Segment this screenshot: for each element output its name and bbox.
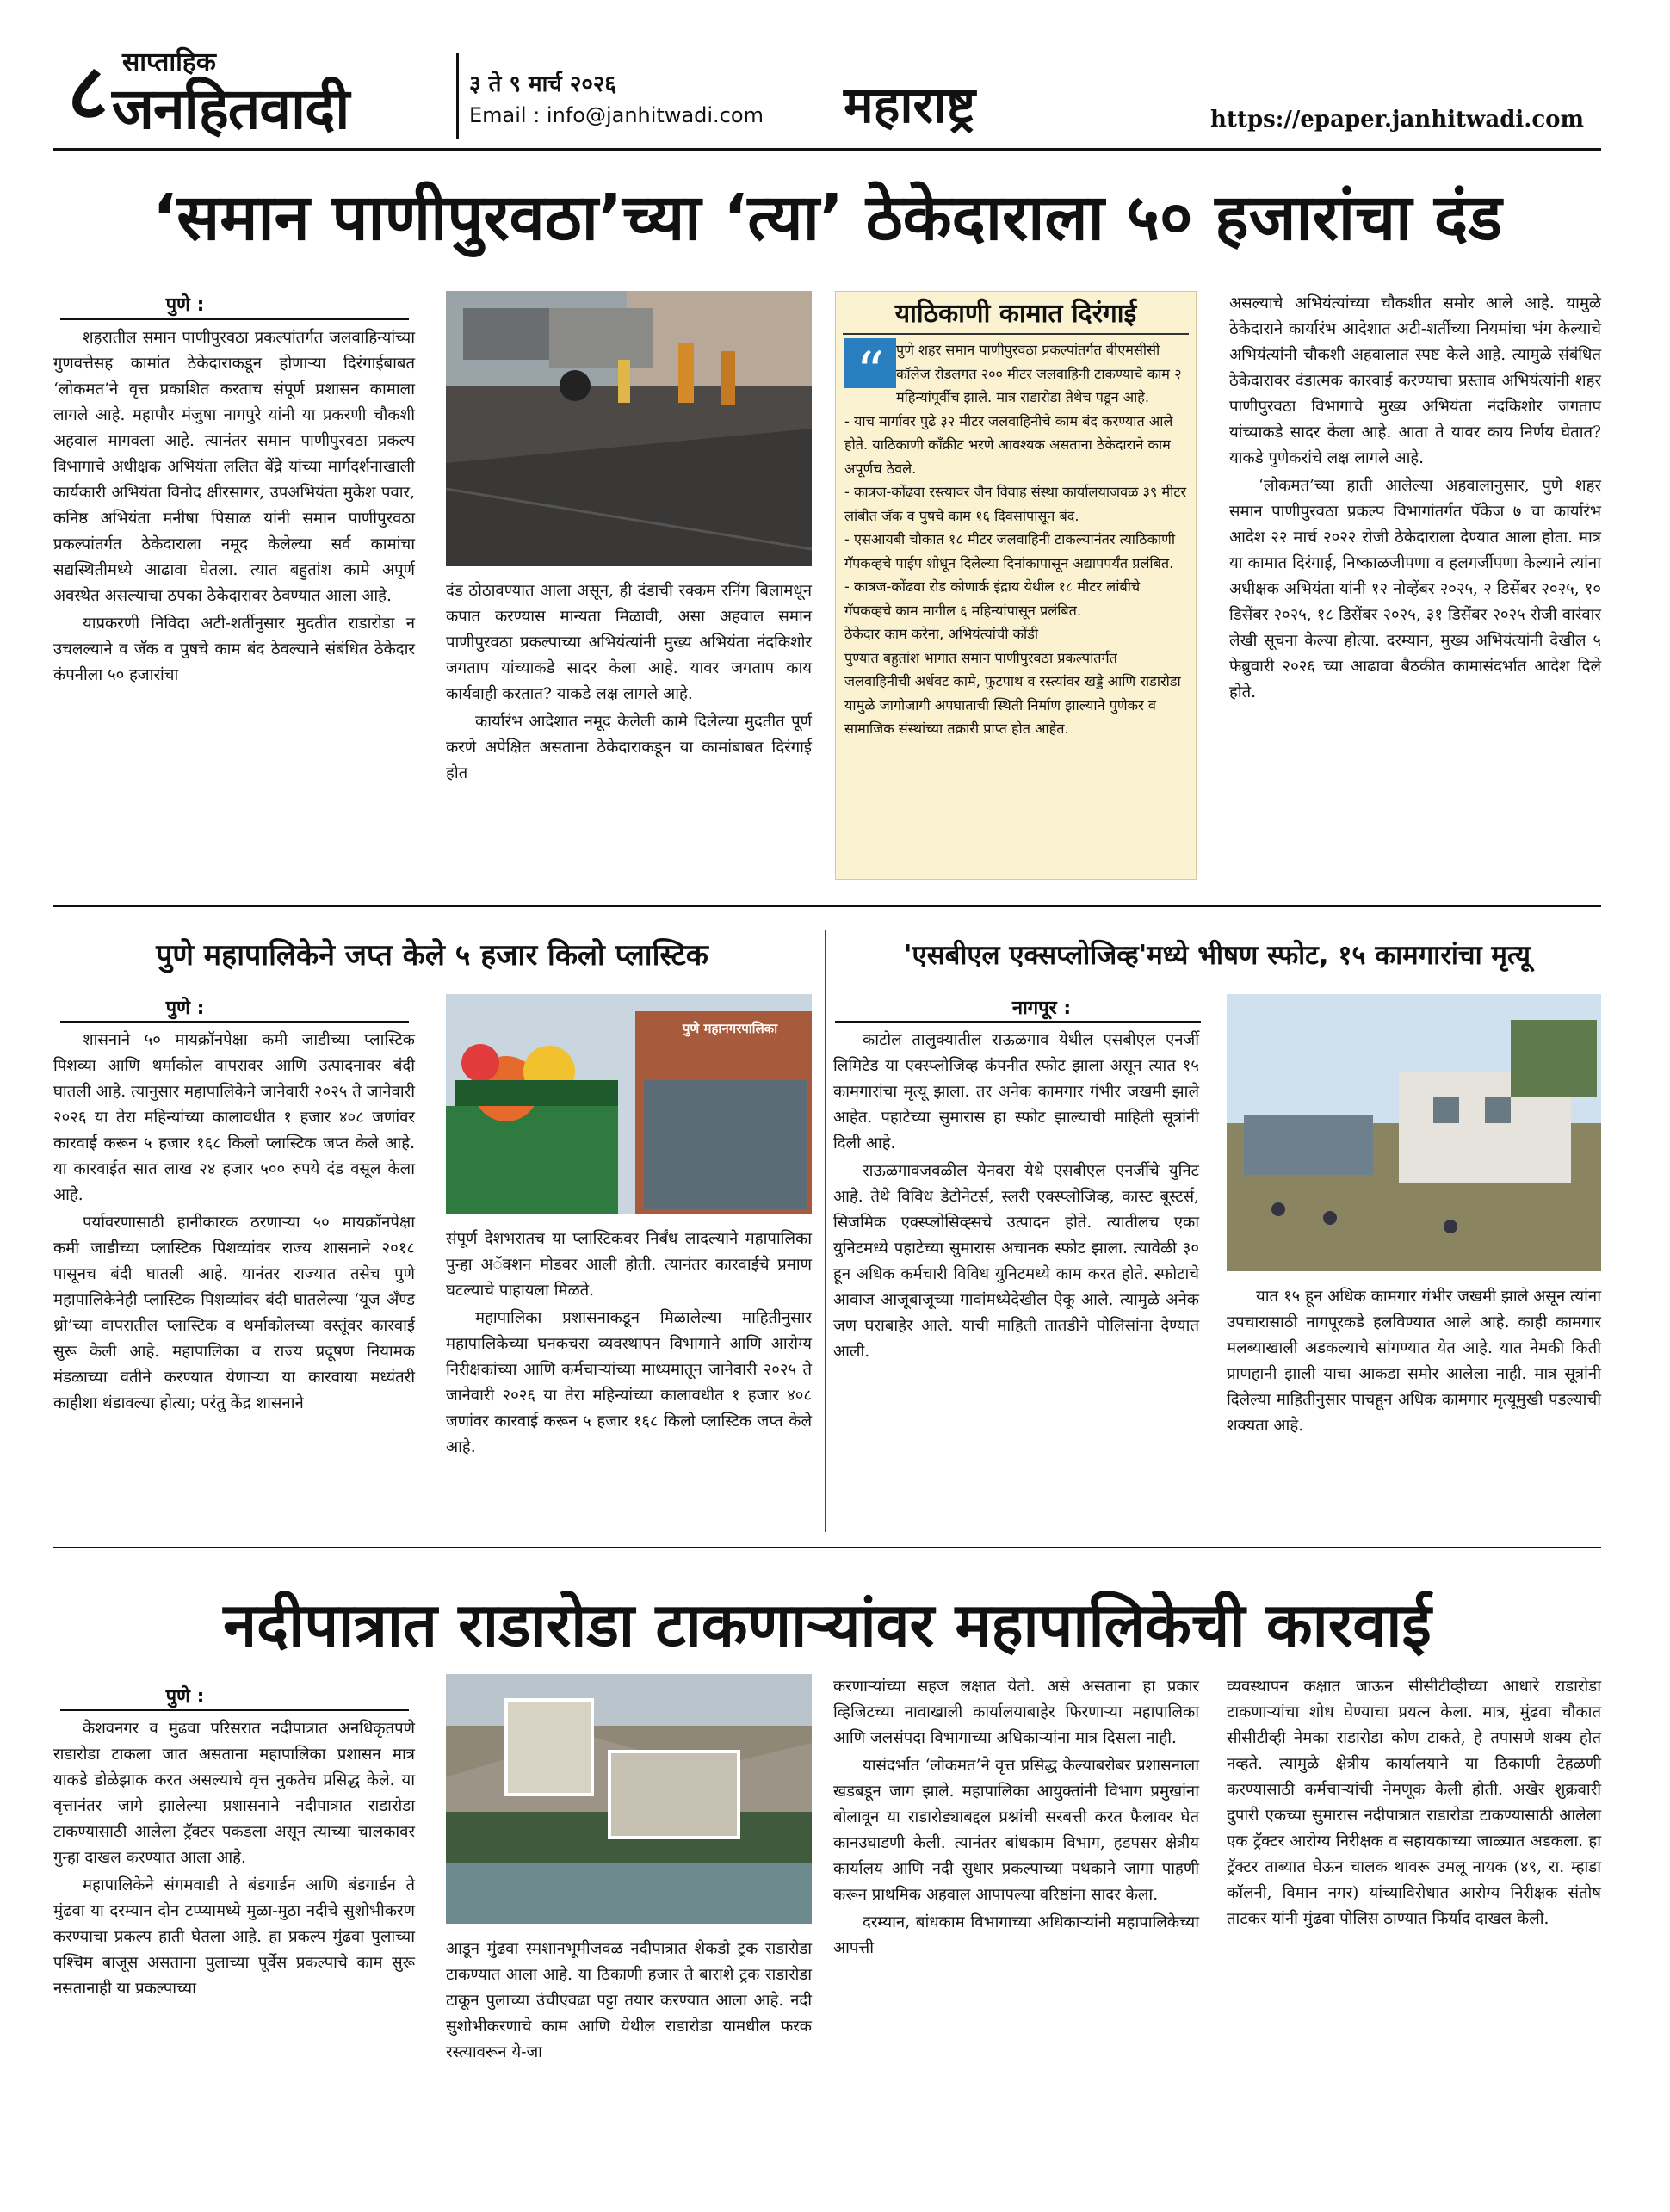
article1-dateline [108,291,263,317]
epaper-url[interactable]: https://epaper.janhitwadi.com [1210,107,1584,133]
page-number: ८ [67,47,108,138]
paragraph: शासनाने ५० मायक्रॉनपेक्षा कमी जाडीच्या प्लास्टिक पिशव्या आणि थर्माकोल वापरावर आणि उत्पादनावर बंदी घातली आहे. त्यानुसार महापालिकेने जानेवारी २०२५ ते जानेवारी २०२६ या तेरा महिन्यांच्या कालावधीत १ हजार ४०८ जणांवर कारवाई करून ५ हजार १६८ किलो प्लास्टिक जप्त केले आहे. या कारवाईत सात लाख २४ हजार ५०० रुपये दंड वसूल केला आहे. [53,1031,415,1204]
article2-dateline [108,994,263,1020]
article2-dateline-text: पुणे : [165,998,205,1019]
riverbed-debris-image [446,1674,812,1924]
paragraph: केशवनगर व मुंढवा परिसरात नदीपात्रात अनधिकृतपणे राडारोडा टाकला जात असताना महापालिका प्रशासन मात्र याकडे डोळेझाक करत असल्याचे वृत्त नुकतेच प्रसिद्ध केले. या वृत्तानंतर जागे झालेल्या प्रशासनाने नदीपात्रात राडारोडा टाकण्यासाठी आलेला ट्रॅक्टर पकडला असून त्याच्या चालकावर गुन्हा दाखल करण्यात आला आहे. [53,1720,415,1867]
article1-headline[interactable]: ‘समान पाणीपुरवठा’च्या ‘त्या’ ठेकेदाराला ५० हजारांचा दंड [152,181,1502,255]
paragraph: राऊळगावजवळील येनवरा येथे एसबीएल एनर्जीचे युनिट आहे. तेथे विविध डेटोनेटर्स, स्लरी एक्स्प्लोजिव्ह, कास्ट बूस्टर्स, सिजमिक एक्स्प्लोसिव्ह्सचे उत्पादन होते. त्यातीलच एका युनिटमध्ये पहाटेच्या सुमारास अचानक स्फोट झाला. त्यावेळी ३० हून अधिक कर्मचारी विविध युनिटमध्ये काम करत होते. स्फोटाचे आवाज आजूबाजूच्या गावांमध्येदेखील ऐकू आले. त्यामुळे अनेक जण घराबाहेर आले. याची माहिती तातडीने पोलिसांना देण्यात आली. [833,1162,1199,1361]
paragraph: व्यवस्थापन कक्षात जाऊन सीसीटीव्हीच्या आधारे राडारोडा टाकणाऱ्यांचा शोध घेण्याचा प्रयत्न केला. मात्र, मुंढवा चौकात सीसीटीव्ही नेमका राडारोडा कोण टाकते, हे तपासणे शक्य होत नव्हते. त्यामुळे क्षेत्रीय कार्यालयाने या ठिकाणी टेहळणी करण्यासाठी कर्मचाऱ्यांची नेमणूक केली होती. अखेर शुक्रवारी दुपारी एकच्या सुमारास नदीपात्रात राडारोडा टाकण्यासाठी आलेला एक ट्रॅक्टर आरोग्य निरीक्षक व सहायकाच्या जाळ्यात अडकला. हा ट्रॅक्टर ताब्यात घेऊन चालक थावरू उमलू नायक (४९, रा. म्हाडा कॉलनी, विमान नगर) यांच्याविरोधात आरोग्य निरीक्षक संतोष ताटकर यांनी मुंढवा पोलिस ठाण्यात फिर्याद दाखल केली. [1227,1678,1601,1928]
section-divider [53,905,1601,907]
article4-dateline-text: पुणे : [165,1686,205,1708]
paragraph: असल्याचे अभियंत्यांच्या चौकशीत समोर आले आहे. यामुळे ठेकेदाराने कार्यारंभ आदेशात अटी-शर्तींच्या नियमांचा भंग केल्याचे अभियंत्यांनी चौकशी अहवालात स्पष्ट केले आहे. त्यामुळे संबंधित ठेकेदारावर दंडात्मक कारवाई करण्याचा प्रस्ताव अभियंत्यांनी शहर पाणीपुरवठा विभागाचे मुख्य अभियंता नंदकिशोर जगताप यांच्याकडे सादर केला आहे. आता ते यावर काय निर्णय घेतात? याकडे पुणेकरांचे लक्ष लागले आहे. [1229,294,1601,467]
article2-photo-municipal[interactable] [446,994,812,1214]
article3-dateline-text: नागपूर : [1011,998,1072,1019]
article3-column-1 [833,1028,1199,1367]
paragraph: यात १५ हून अधिक कामगार गंभीर जखमी झाले असून त्यांना उपचारासाठी नागपूरकडे हलविण्यात आले आहे. काही कामगार मलब्याखाली अडकल्याचे सांगण्यात येत आहे. यात नेमकी किती प्राणहानी झाली याचा आकडा समोर आलेला नाही. मात्र सूत्रांनी दिलेल्या माहितीनुसार पाचहून अधिक कामगार मृत्यूमुखी पडल्याची शक्यता आहे. [1227,1288,1601,1435]
dateline-underline [60,318,409,320]
article1-photo-road-work[interactable] [446,291,812,566]
box-line: ठेकेदार काम करेना, अभियंत्यांची कोंडी [844,626,1039,642]
article3-dateline [964,994,1119,1020]
dateline-underline [835,1021,1201,1023]
article4-photo-riverbed[interactable] [446,1674,812,1924]
photo-signboard: पुणे महानगरपालिका [682,1021,778,1036]
paragraph: महापालिका प्रशासनाकडून मिळालेल्या माहितीनुसार महापालिकेच्या घनकचरा व्यवस्थापन विभागाने आणि आरोग्य निरीक्षकांच्या आणि कर्मचाऱ्यांच्या माध्यमातून जानेवारी २०२५ ते जानेवारी २०२६ या तेरा महिन्यांच्या कालावधीत १ हजार ४०८ जणांवर कारवाई करून ५ हजार १६८ किलो प्लास्टिक जप्त केले आहे. [446,1309,812,1456]
box-line: - एसआयबी चौकात १८ मीटर जलवाहिनी टाकल्यानंतर त्याठिकाणी गॅपकव्हचे पाईप शोधून दिलेल्या दिनांकापासून अद्यापपर्यंत प्रलंबित. [844,531,1176,572]
section-title: महाराष्ट्र [844,76,976,134]
masthead-rule [53,148,1601,151]
factory-site-image [1227,994,1601,1271]
highlight-box-body [836,335,1196,741]
column-divider [825,930,826,1532]
article2-column-2 [446,1226,812,1462]
contact-email[interactable]: Email : info@janhitwadi.com [469,103,764,127]
newspaper-logo[interactable] [112,47,452,142]
paragraph: करणाऱ्यांच्या सहज लक्षात येतो. असे असताना हा प्रकार व्हिजिटच्या नावाखाली कार्यालयाबाहेर फिरणाऱ्या महापालिका आणि जलसंपदा विभागाच्या अधिकाऱ्यांना मात्र दिसला नाही. [833,1678,1199,1747]
paragraph: दंड ठोठावण्यात आला असून, ही दंडाची रक्कम रनिंग बिलामधून कपात करण्यास मान्यता मिळावी, असा अहवाल समान पाणीपुरवठा प्रकल्पाच्या अभियंत्यांनी मुख्य अभियंता नंदकिशोर जगताप यांच्याकडे सादर केला आहे. यावर जगताप काय कार्यवाही करतात? याकडे लक्ष लागले आहे. [446,582,812,703]
highlight-box [835,291,1197,880]
article4-column-2 [446,1937,812,2067]
paragraph: पर्यावरणासाठी हानीकारक ठरणाऱ्या ५० मायक्रॉनपेक्षा कमी जाडीच्या प्लास्टिक पिशव्यांवर राज्य शासनाने २०१८ पासूनच बंदी घातली आहे. यानंतर राज्यात तसेच पुणे महापालिकेनेही प्लास्टिक पिशव्यांवर बंदी घातलेल्या ‘यूज अँण्ड थ्रो’च्या वापरातील प्लास्टिक व थर्माकोलच्या वस्तूंवर कारवाई सुरू केली आहे. महापालिका व राज्य प्रदूषण नियामक मंडळाच्या वतीने करण्यात येणाऱ्या या कारवाया मध्यंतरी काहीशा थंडावल्या होत्या; परंतु केंद्र शासनाने [53,1214,415,1412]
paragraph: आडून मुंढवा स्मशानभूमीजवळ नदीपात्रात शेकडो ट्रक राडारोडा टाकण्यात आला आहे. या ठिकाणी हजार ते बाराशे ट्रक राडारोडा टाकून पुलाच्या उंचीएवढा पट्टा तयार करण्यात आला आहे. नदी सुशोभीकरणाचे काम आणि येथील राडारोडा यामधील फरक रस्त्यावरून ये-जा [446,1940,812,2061]
article4-column-3 [833,1674,1199,1963]
paragraph: यासंदर्भात ‘लोकमत’ने वृत्त प्रसिद्ध केल्याबरोबर प्रशासनाला खडबडून जाग झाले. महापालिका आयुक्तांनी विभाग प्रमुखांना बोलावून या राडारोड्याबद्दल प्रश्नांची सरबत्ती करत फैलावर घेत कानउघाडणी केली. त्यानंतर बांधकाम विभाग, हडपसर क्षेत्रीय कार्यालय आणि नदी सुधार प्रकल्पाच्या पथकाने जागा पाहणी करून प्राथमिक अहवाल आपापल्या वरिष्ठांना सादर केला. [833,1757,1199,1904]
issue-date: ३ ते ९ मार्च २०२६ [469,71,616,97]
masthead-divider [456,53,459,139]
article3-headline[interactable]: 'एसबीएल एक्सप्लोजिव्ह'मध्ये भीषण स्फोट, १५ कामगारांचा मृत्यू [904,940,1531,971]
dateline-underline [60,1021,409,1023]
paragraph: कार्यारंभ आदेशात नमूद केलेली कामे दिलेल्या मुदतीत पूर्ण करणे अपेक्षित असताना ठेकेदाराकडून या कामांबाबत दिरंगाई होत [446,713,812,782]
article1-column-4 [1229,291,1601,707]
road-work-image [446,291,812,566]
article4-column-4 [1227,1674,1601,1934]
box-line: - कात्रज-कोंढवा रोड कोणार्क इंद्राय येथील १८ मीटर लांबीचे गॅपकव्हचे काम मागील ६ महिन्यांपासून प्रलंबित. [844,578,1141,619]
article1-column-2 [446,578,812,788]
paragraph: याप्रकरणी निविदा अटी-शर्तीनुसार मुदतीत राडारोडा न उचलल्याने व जॅक व पुषचे काम बंद ठेवल्याने संबंधित ठेकेदार कंपनीला ५० हजारांचा [53,615,415,684]
paragraph: संपूर्ण देशभरातच या प्लास्टिकवर निर्बंध लादल्याने महापालिका पुन्हा अॅक्शन मोडवर आली होती. त्यानंतर कारवाईचे प्रमाण घटल्याचे पाहायला मिळते. [446,1230,812,1300]
quote-icon: “ [844,338,896,388]
paragraph: महापालिकेने संगमवाडी ते बंडगार्डन आणि बंडगार्डन ते मुंढवा या दरम्यान दोन टप्प्यामध्ये मुळा-मुठा नदीचे सुशोभीकरण करण्याचा प्रकल्प हाती घेतला आहे. हा प्रकल्प मुंढवा पुलाच्या पश्चिम बाजूस असताना पुलाच्या पूर्वेस प्रकल्पाचे काम सुरू नसतानाही या प्रकल्पाच्या [53,1876,415,1998]
article3-photo-explosion-site[interactable] [1227,994,1601,1271]
box-line: - कात्रज-कोंढवा रस्त्यावर जैन विवाह संस्था कार्यालयाजवळ ३९ मीटर लांबीत जॅक व पुषचे काम १६ दिवसांपासून बंद. [844,484,1187,524]
article4-dateline [108,1683,263,1708]
paragraph: ‘लोकमत’च्या हाती आलेल्या अहवालानुसार, पुणे शहर समान पाणीपुरवठा प्रकल्प विभागांतर्गत पॅकेज ७ चा कार्यारंभ आदेश २२ मार्च २०२२ रोजी ठेकेदाराला देण्यात आला होता. मात्र या कामात दिरंगाई, निष्काळजीपणा व हलगर्जीपणा केल्याने त्यांना अधीक्षक अभियंता यांनी १२ नोव्हेंबर २०२५, २ डिसेंबर २०२५, १० डिसेंबर २०२५, १८ डिसेंबर २०२५, ३१ डिसेंबर २०२५ रोजी वारंवार लेखी सूचना केल्या होत्या. दरम्यान, मुख्य अभियंत्यांनी देखील ५ फेब्रुवारी २०२६ च्या आढावा बैठकीत कामासंदर्भात आदेश दिले होते. [1229,477,1601,701]
logo-title: जनहितवादी [112,76,349,142]
article1-dateline-text: पुणे : [165,294,205,316]
logo-tagline: साप्ताहिक [122,47,216,77]
box-line: पुणे शहर समान पाणीपुरवठा प्रकल्पांतर्गत बीएमसीसी कॉलेज रोडलगत २०० मीटर जलवाहिनी टाकण्याचे काम २ महिन्यांपूर्वीच झाले. मात्र राडारोडा तेथेच पडून आहे. [896,342,1182,405]
paragraph: काटोल तालुक्यातील राऊळगाव येथील एसबीएल एनर्जी लिमिटेड या एक्स्प्लोजिव्ह कंपनीत स्फोट झाला असून त्यात १५ कामगारांचा मृत्यू झाला. तर अनेक कामगार गंभीर जखमी झाले आहेत. पहाटेच्या सुमारास हा स्फोट झाल्याची माहिती सूत्रांनी दिली आहे. [833,1031,1199,1152]
article2-column-1 [53,1028,415,1418]
box-line: - याच मार्गावर पुढे ३२ मीटर जलवाहिनीचे काम बंद करण्यात आले होते. याठिकाणी कॉंक्रीट भरणे आवश्यक असताना ठेकेदाराने काम अपूर्णच ठेवले. [844,412,1173,477]
article1-column-1 [53,325,415,690]
article2-headline[interactable]: पुणे महापालिकेने जप्त केले ५ हजार किलो प्लास्टिक [156,938,708,973]
article4-headline[interactable]: नदीपात्रात राडारोडा टाकणाऱ्यांवर महापालिकेची कारवाई [223,1590,1432,1660]
article4-column-1 [53,1716,415,2004]
article3-column-2 [1227,1284,1601,1441]
paragraph: शहरातील समान पाणीपुरवठा प्रकल्पांतर्गत जलवाहिन्यांच्या गुणवत्तेसह कामांत ठेकेदाराकडून होणाऱ्या दिरंगाईबाबत ‘लोकमत’ने वृत्त प्रकाशित करताच संपूर्ण प्रशासन कामाला लागले आहे. महापौर मंजुषा नागपुरे यांनी या प्रकरणी चौकशी अहवाल मागवला आहे. त्यानंतर समान पाणीपुरवठा प्रकल्प विभागाचे अधीक्षक अभियंता ललित बेंद्रे यांच्या मार्गदर्शनाखाली कार्यकारी अभियंता विनोद क्षीरसागर, उपअभियंता मुकेश पवार, कनिष्ठ अभियंता मनीषा पिसाळ यांनी समान पाणीपुरवठा प्रकल्पांतर्गत ठेकेदाराला नमूद केलेल्या सर्व कामांचा सद्यस्थितीमध्ये आढावा घेतला. त्यात बहुतांश कामे अपूर्ण अवस्थेत असल्याचा ठपका ठेकेदारावर ठेवण्यात आला आहे. [53,329,415,605]
dateline-underline [60,1709,409,1711]
paragraph: दरम्यान, बांधकाम विभागाच्या अधिकाऱ्यांनी महापालिकेच्या आपत्ती [833,1913,1199,1957]
box-line: पुण्यात बहुतांश भागात समान पाणीपुरवठा प्रकल्पांतर्गत जलवाहिनीची अर्धवट कामे, फुटपाथ व रस्त्यांवर खड्डे आणि राडारोडा यामुळे जागोजागी अपघाताची स्थिती निर्माण झाल्याने पुणेकर व सामाजिक संस्थांच्या तक्रारी प्राप्त होत आहेत. [844,649,1181,737]
section-divider [53,1547,1601,1548]
highlight-box-title: याठिकाणी कामात दिरंगाई [843,295,1189,335]
